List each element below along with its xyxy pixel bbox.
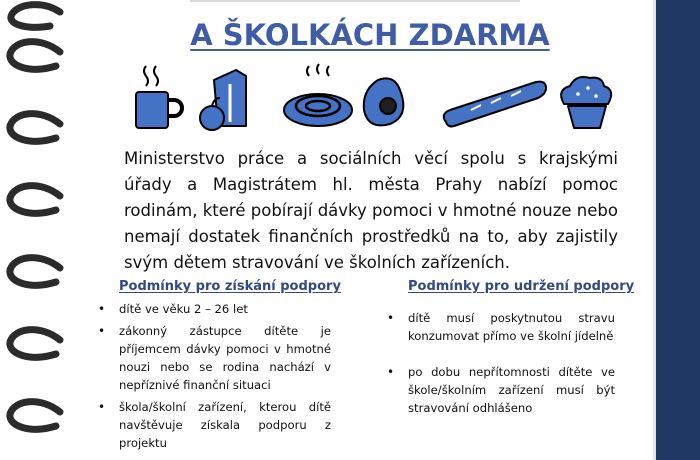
apple-juice-icon xyxy=(200,70,246,130)
list-item: • po dobu nepřítomnosti dítěte ve škole/školním zařízení musí být stravování odhlášeno xyxy=(408,363,615,417)
left-column-heading: Podmínky pro získání podpory xyxy=(119,279,341,294)
page-title: A ŠKOLKÁCH ZDARMA xyxy=(190,18,550,52)
spiral-binding xyxy=(0,0,70,460)
right-column-list xyxy=(408,309,615,435)
right-column-heading: Podmínky pro udržení podpory xyxy=(408,279,635,294)
intro-paragraph: Ministerstvo práce a sociálních věcí spolu s krajskými úřady a Magistrátem hl. města Prahy nabízí pomoc rodinám, které pobírají dávky pomoci v hmotné nouze nebo nemají dostatek finančních prostředků na to, aby zajistily svým dětem stravování ve školních zařízeních. xyxy=(124,149,618,272)
list-item: • škola/školní zařízení, kterou dítě navštěvuje získala podporu z projektu xyxy=(119,398,331,452)
spaghetti-icon xyxy=(284,64,352,126)
spiral-ring xyxy=(10,402,60,430)
spiral-ring xyxy=(10,114,60,142)
top-divider xyxy=(190,0,520,2)
spiral-ring xyxy=(10,258,60,286)
spiral-ring xyxy=(10,330,60,358)
muffin-icon xyxy=(561,77,611,128)
right-sidebar-bar xyxy=(656,0,700,460)
baguette-icon xyxy=(444,82,546,127)
left-column-list xyxy=(119,300,331,456)
mug-icon xyxy=(136,66,182,128)
list-item: • zákonný zástupce dítěte je příjemcem dávky pomoci v hmotné nouzi nebo se rodina nachází v nepříznivé finanční situaci xyxy=(119,322,331,394)
list-item: • dítě musí poskytnutou stravu konzumovat přímo ve školní jídelně xyxy=(408,309,615,345)
avocado-icon xyxy=(364,78,404,125)
list-item: • dítě ve věku 2 – 26 let xyxy=(119,300,331,318)
spiral-ring xyxy=(10,186,60,214)
food-icons-row xyxy=(126,60,616,140)
